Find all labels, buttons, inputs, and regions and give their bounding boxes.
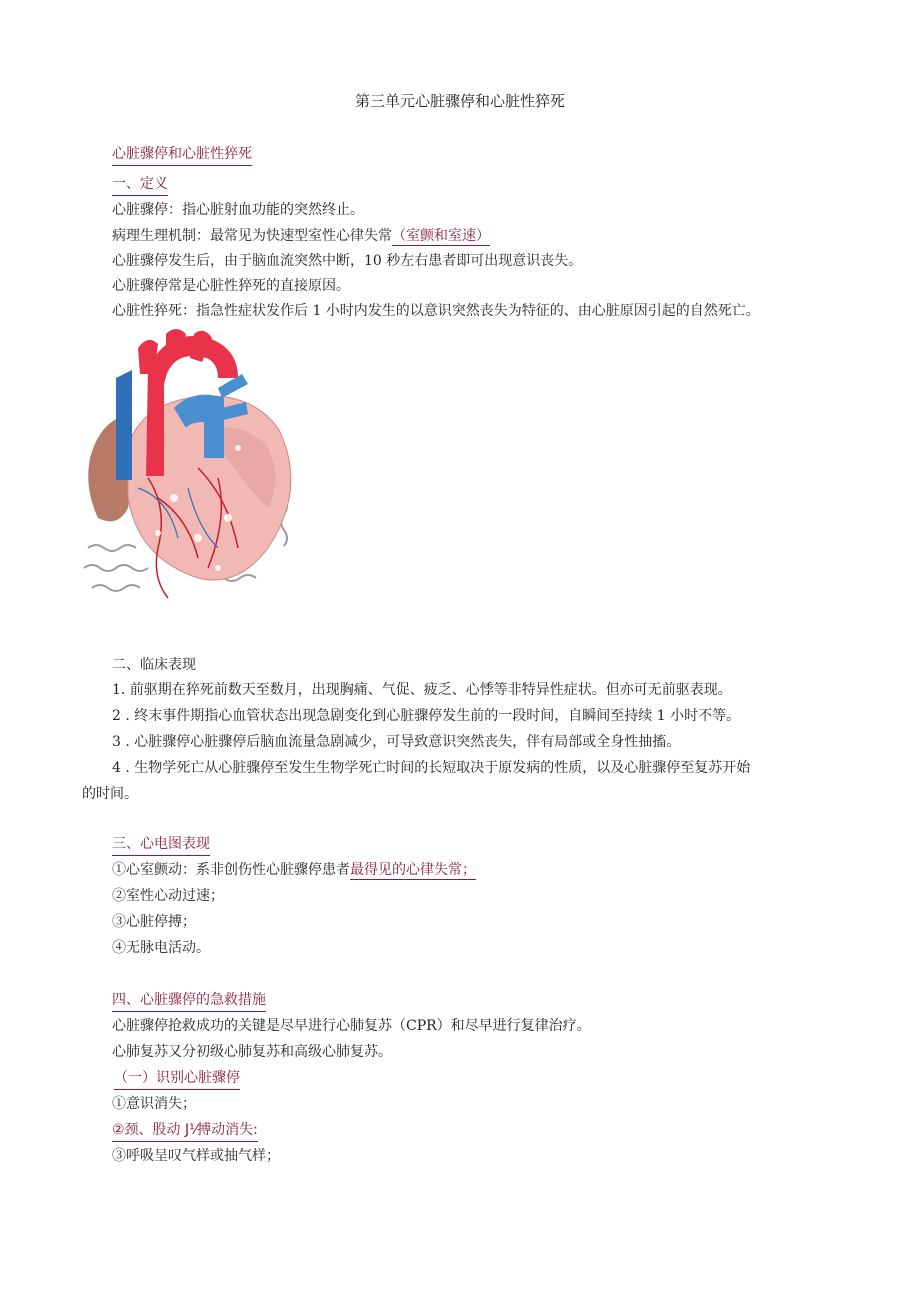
emergency-line-1: 心脏骤停抢救成功的关键是尽早进行心肺复苏（CPR）和尽早进行复律治疗。 bbox=[112, 1018, 591, 1034]
section-heading-clinical: 二、临床表现 bbox=[112, 657, 196, 673]
motion-line bbox=[84, 565, 148, 571]
section-heading-emergency: 四、心脏骤停的急救措施 bbox=[112, 990, 266, 1012]
emergency-line-2: 心肺复苏又分初级心肺复苏和高级心肺复苏。 bbox=[112, 1044, 392, 1060]
clinical-item-4: 4 . 生物学死亡从心脏骤停至发生生物学死亡时间的长短取决于原发病的性质，以及心脏骤停至复苏开始 bbox=[112, 760, 751, 776]
clinical-item-4-cont: 的时间。 bbox=[82, 786, 138, 802]
ecg-line-2: ②室性心动过速； bbox=[112, 888, 224, 904]
clinical-item-2: 2 . 终末事件期指心血管状态出现急剧变化到心脏骤停发生前的一段时间，自瞬间至持续 1 小时不等。 bbox=[112, 708, 741, 724]
section-heading-definition: 一、定义 bbox=[112, 174, 168, 196]
ecg-line-3: ③心脏停搏； bbox=[112, 914, 196, 930]
section-heading-main: 心脏骤停和心脏性猝死 bbox=[112, 144, 252, 166]
motion-line bbox=[88, 545, 136, 551]
definition-line-2 bbox=[112, 226, 490, 246]
vena-cava bbox=[116, 370, 132, 480]
subsection-heading-identify: （一）识别心脏骤停 bbox=[114, 1068, 240, 1090]
definition-line-1: 心脏骤停：指心脏射血功能的突然终止。 bbox=[112, 202, 364, 218]
ecg-line-4: ④无脉电活动。 bbox=[112, 940, 210, 956]
heart-illustration bbox=[78, 328, 300, 626]
section-heading-ecg: 三、心电图表现 bbox=[112, 834, 210, 856]
clinical-item-3: 3 . 心脏骤停心脏骤停后脑血流量急剧减少，可导致意识突然丧失，伴有局部或全身性抽搐。 bbox=[112, 734, 681, 750]
ecg-line-1-text: ①心室颤动：系非创伤性心脏骤停患者 bbox=[112, 862, 350, 878]
identify-item-1: ①意识消失； bbox=[112, 1096, 196, 1112]
definition-line-5: 心脏性猝死：指急性症状发作后 1 小时内发生的以意识突然丧失为特征的、由心脏原因引起的自然死亡。 bbox=[112, 303, 760, 319]
definition-line-2-highlight: （室颤和室速） bbox=[392, 228, 490, 244]
page-title: 第三单元心脏骤停和心脏性猝死 bbox=[354, 92, 565, 110]
aortic-branches bbox=[138, 329, 212, 374]
ecg-line-1 bbox=[112, 860, 476, 880]
definition-line-4: 心脏骤停常是心脏性猝死的直接原因。 bbox=[112, 278, 350, 294]
clinical-item-1: 1. 前驱期在猝死前数天至数月，出现胸痛、气促、疲乏、心悸等非特异性症状。但亦可无前驱表现。 bbox=[112, 682, 732, 698]
motion-line bbox=[92, 585, 140, 591]
definition-line-3: 心脏骤停发生后，由于脑血流突然中断，10 秒左右患者即可出现意识丧失。 bbox=[112, 253, 583, 269]
definition-line-2-text: 病理生理机制：最常见为快速型室性心律失常 bbox=[112, 228, 392, 244]
identify-item-3: ③呼吸呈叹气样或抽气样； bbox=[112, 1148, 280, 1164]
identify-item-2: ②颈、股动 J⅟搏动消失: bbox=[112, 1120, 258, 1142]
ecg-line-1-highlight: 最得见的心律失常； bbox=[350, 862, 476, 878]
